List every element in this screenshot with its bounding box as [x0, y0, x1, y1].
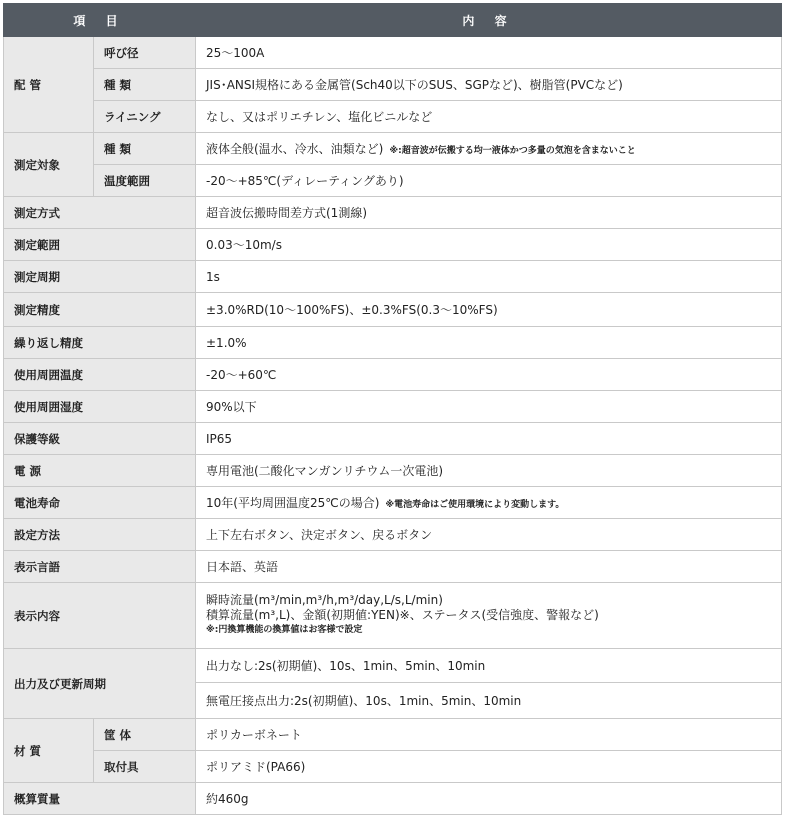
weight-value: 約460g: [196, 783, 782, 815]
target-type-note: ※:超音波が伝搬する均一液体かつ多量の気泡を含まないこと: [389, 146, 636, 156]
output-line2: 無電圧接点出力:2s(初期値)、10s、1min、5min、10min: [196, 683, 782, 719]
display-line1: 瞬時流量(m³/min,m³/h,m³/day,L/s,L/min): [206, 593, 443, 607]
piping-type-value: JIS･ANSI規格にある金属管(Sch40以下のSUS、SGPなど)、樹脂管(PVCなど): [196, 69, 782, 101]
row-battery-life: [4, 487, 782, 519]
material-case-value: ポリカーボネート: [196, 719, 782, 751]
battery-note: ※電池寿命はご使用環境により変動します。: [385, 500, 565, 510]
row-label: 保護等級: [4, 423, 196, 455]
target-temp-label: 温度範囲: [94, 165, 196, 197]
row-value: 90%以下: [196, 391, 782, 423]
row-value: 日本語、英語: [196, 551, 782, 583]
row-label: 測定方式: [4, 197, 196, 229]
display-note: ※:円換算機能の換算値はお客様で設定: [206, 625, 363, 635]
row-display-content: [4, 583, 782, 649]
output-label: 出力及び更新周期: [4, 649, 196, 719]
battery-cell: [196, 487, 782, 519]
target-type-label: 種 類: [94, 133, 196, 165]
header-item: 項 目: [4, 4, 196, 37]
header-content: 内 容: [196, 4, 782, 37]
row-piping-lining: [4, 101, 782, 133]
row-output-1: [4, 649, 782, 683]
target-label: 測定対象: [4, 133, 94, 197]
row-label: 測定周期: [4, 261, 196, 293]
row-value: 上下左右ボタン、決定ボタン、戻るボタン: [196, 519, 782, 551]
piping-diameter-value: 25～100A: [196, 37, 782, 69]
row-ambient-humidity: [4, 391, 782, 423]
row-label: 使用周囲温度: [4, 359, 196, 391]
row-setting-method: [4, 519, 782, 551]
row-label: 使用周囲湿度: [4, 391, 196, 423]
material-fitting-value: ポリアミド(PA66): [196, 751, 782, 783]
material-fitting-label: 取付具: [94, 751, 196, 783]
row-value: 0.03～10m/s: [196, 229, 782, 261]
row-piping-type: [4, 69, 782, 101]
row-label: 電 源: [4, 455, 196, 487]
row-protection: [4, 423, 782, 455]
row-target-temp: [4, 165, 782, 197]
row-value: 1s: [196, 261, 782, 293]
row-label: 設定方法: [4, 519, 196, 551]
target-type-value: 液体全般(温水、冷水、油類など): [206, 142, 384, 156]
row-ambient-temp: [4, 359, 782, 391]
row-material-fitting: [4, 751, 782, 783]
weight-label: 概算質量: [4, 783, 196, 815]
output-line1: 出力なし:2s(初期値)、10s、1min、5min、10min: [196, 649, 782, 683]
row-value: IP65: [196, 423, 782, 455]
target-temp-value: -20～+85℃(ディレーティングあり): [196, 165, 782, 197]
row-repeatability: [4, 327, 782, 359]
header-row: [4, 4, 782, 37]
display-line2: 積算流量(m³,L)、金額(初期値:YEN)※、ステータス(受信強度、警報など): [206, 608, 599, 622]
row-value: ±1.0%: [196, 327, 782, 359]
row-measure-method: [4, 197, 782, 229]
piping-type-label: 種 類: [94, 69, 196, 101]
row-weight: [4, 783, 782, 815]
battery-value: 10年(平均周囲温度25℃の場合): [206, 496, 380, 510]
display-cell: [196, 583, 782, 649]
row-display-language: [4, 551, 782, 583]
row-label: 表示言語: [4, 551, 196, 583]
row-measure-period: [4, 261, 782, 293]
material-case-label: 筐 体: [94, 719, 196, 751]
piping-diameter-label: 呼び径: [94, 37, 196, 69]
piping-lining-label: ライニング: [94, 101, 196, 133]
piping-lining-value: なし、又はポリエチレン、塩化ビニルなど: [196, 101, 782, 133]
piping-label: 配 管: [4, 37, 94, 133]
row-value: ±3.0%RD(10～100%FS)、±0.3%FS(0.3～10%FS): [196, 293, 782, 327]
row-measure-accuracy: [4, 293, 782, 327]
row-material-case: [4, 719, 782, 751]
row-target-type: [4, 133, 782, 165]
row-power: [4, 455, 782, 487]
row-label: 測定精度: [4, 293, 196, 327]
row-label: 測定範囲: [4, 229, 196, 261]
battery-label: 電池寿命: [4, 487, 196, 519]
row-value: 専用電池(二酸化マンガンリチウム一次電池): [196, 455, 782, 487]
row-value: 超音波伝搬時間差方式(1測線): [196, 197, 782, 229]
material-label: 材 質: [4, 719, 94, 783]
row-label: 繰り返し精度: [4, 327, 196, 359]
display-label: 表示内容: [4, 583, 196, 649]
target-type-cell: [196, 133, 782, 165]
row-measure-range: [4, 229, 782, 261]
row-piping-diameter: [4, 37, 782, 69]
spec-table: [3, 3, 782, 815]
row-value: -20～+60℃: [196, 359, 782, 391]
